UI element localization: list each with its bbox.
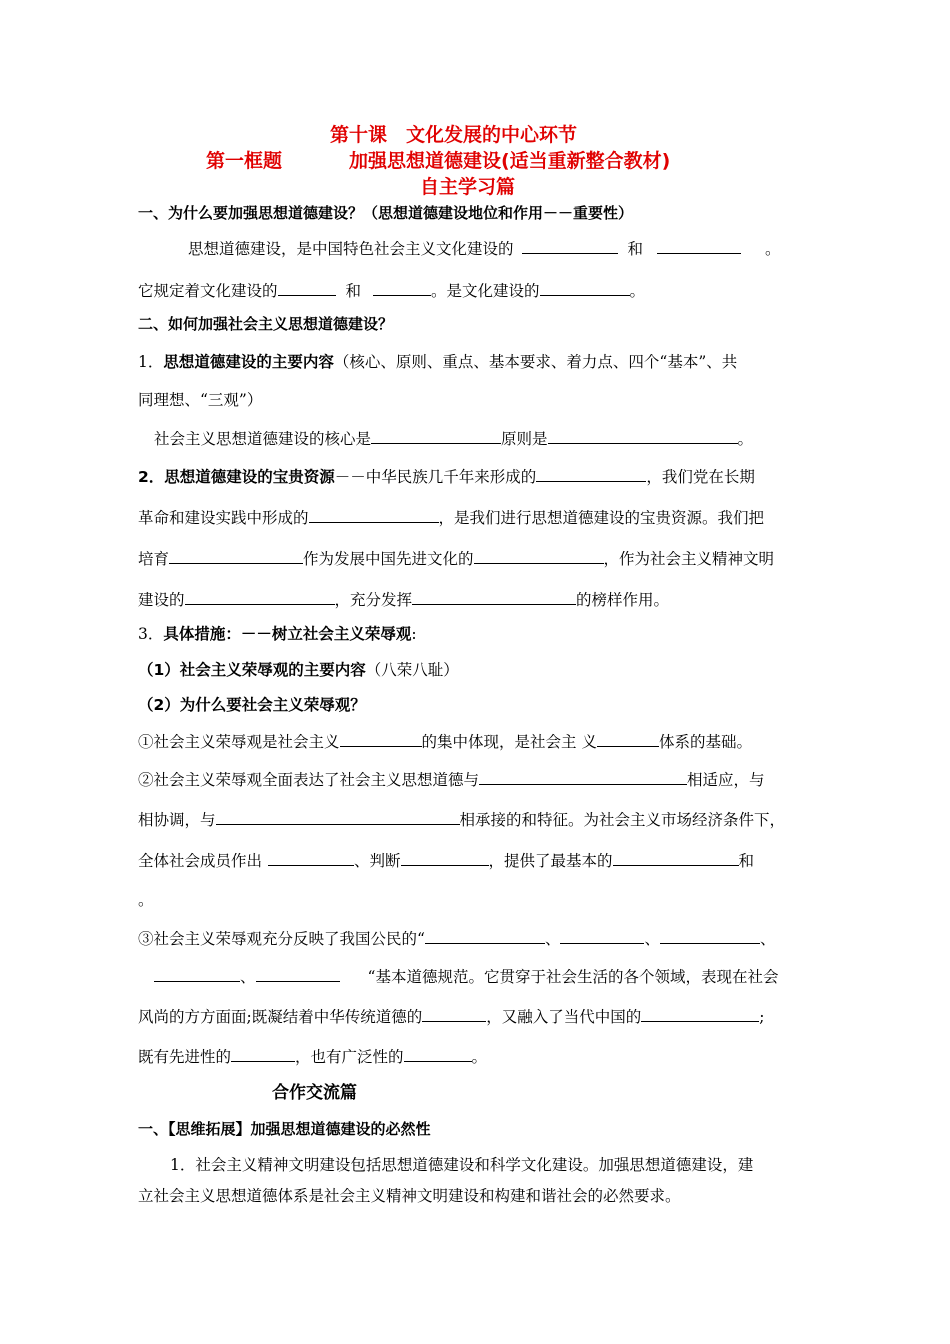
reason-1 <box>138 731 752 752</box>
answer-blank[interactable] <box>404 1046 472 1062</box>
item-1 <box>138 352 737 372</box>
text: 培育 <box>138 550 170 568</box>
core-line <box>154 428 753 449</box>
answer-blank[interactable] <box>597 731 659 747</box>
text: 、判断 <box>354 852 401 870</box>
section-3-heading: 一、【思维拓展】加强思想道德建设的必然性 <box>138 1120 431 1138</box>
text: 。是文化建设的 <box>431 282 540 300</box>
text: 它规定着文化建设的 <box>138 282 278 300</box>
answer-blank[interactable] <box>154 966 240 982</box>
sub-item-2: （2）为什么要社会主义荣辱观？ <box>138 696 366 714</box>
answer-blank[interactable] <box>560 928 644 944</box>
section-title: 加强思想道德建设(适当重新整合教材) <box>349 150 671 172</box>
text: ②社会主义荣辱观全面表达了社会主义思想道德与 <box>138 771 480 789</box>
answer-blank[interactable] <box>371 428 501 444</box>
text: 相适应，与 <box>687 771 765 789</box>
text: 的榜样作用。 <box>576 591 670 609</box>
text: 和 <box>627 240 644 258</box>
text: 体系的基础。 <box>658 733 752 751</box>
text: 的集中体现，是社会主 义 <box>421 733 597 751</box>
reason-3-line-4 <box>138 1046 487 1067</box>
text: 和 <box>738 852 755 870</box>
text: 。 <box>765 240 781 258</box>
answer-blank[interactable] <box>169 548 303 564</box>
answer-blank[interactable] <box>278 280 336 296</box>
item-3 <box>138 624 417 644</box>
text: 、 <box>544 930 561 948</box>
section-label: 第一框题 <box>206 150 283 172</box>
part-title: 自主学习篇 <box>420 176 516 198</box>
item-2-line-3 <box>138 548 774 569</box>
text: “基本道德规范。它贯穿于社会生活的各个领域，表现在社会 <box>367 968 779 986</box>
text: 相承接的和特征。为社会主义市场经济条件下， <box>459 811 786 829</box>
answer-blank[interactable] <box>548 428 738 444</box>
text: 、 <box>644 930 660 948</box>
answer-blank[interactable] <box>613 850 739 866</box>
text: ，我们党在长期 <box>646 468 755 486</box>
item-2-line-1 <box>138 466 755 487</box>
answer-blank[interactable] <box>479 769 687 785</box>
text: ，也有广泛性的 <box>295 1048 404 1066</box>
text: ，提供了最基本的 <box>488 852 613 870</box>
paragraph-1-line-1 <box>188 238 781 259</box>
item-1-cont: 同理想、“三观”） <box>138 391 263 409</box>
answer-blank[interactable] <box>373 280 431 296</box>
item-heading: 思想道德建设的主要内容 <box>163 353 334 371</box>
text: ，是我们进行思想道德建设的宝贵资源。我们把 <box>438 509 765 527</box>
reason-3-line-3 <box>138 1006 764 1027</box>
part-2-title: 合作交流篇 <box>272 1083 357 1103</box>
answer-blank[interactable] <box>309 507 439 523</box>
text: ，又融入了当代中国的 <box>486 1008 642 1026</box>
text: ; <box>759 1008 765 1026</box>
text: （核心、原则、重点、基本要求、着力点、四个“基本”、共 <box>333 353 738 371</box>
answer-blank[interactable] <box>185 589 335 605</box>
item-number: 3． <box>138 625 164 643</box>
answer-blank[interactable] <box>401 850 489 866</box>
text: 思想道德建设，是中国特色社会主义文化建设的 <box>188 240 514 258</box>
answer-blank[interactable] <box>412 589 576 605</box>
item-heading: 具体措施：－－树立社会主义荣辱观 <box>163 625 412 643</box>
paragraph-3-line-1: 1．社会主义精神文明建设包括思想道德建设和科学文化建设。加强思想道德建设，建 <box>170 1156 754 1174</box>
lesson-title: 第十课 文化发展的中心环节 <box>330 124 578 146</box>
text: 。 <box>737 430 754 448</box>
answer-blank[interactable] <box>422 1006 486 1022</box>
answer-blank[interactable] <box>540 280 630 296</box>
reason-2-line-1 <box>138 769 765 790</box>
section-1-heading: 一、为什么要加强思想道德建设？（思想道德建设地位和作用－－重要性） <box>138 204 634 222</box>
text: ，充分发挥 <box>334 591 413 609</box>
text: 、 <box>240 968 256 986</box>
paragraph-1-line-2 <box>138 280 645 301</box>
reason-3-line-1 <box>138 928 775 949</box>
answer-blank[interactable] <box>536 466 646 482</box>
answer-blank[interactable] <box>522 238 618 254</box>
text: 既有先进性的 <box>138 1048 232 1066</box>
text: 革命和建设实践中形成的 <box>138 509 309 527</box>
reason-2-line-3 <box>138 850 754 871</box>
text: 、 <box>759 930 776 948</box>
text: ，作为社会主义精神文明 <box>603 550 775 568</box>
item-heading: 2．思想道德建设的宝贵资源 <box>138 468 335 486</box>
reason-3-line-2 <box>154 966 778 987</box>
section-2-heading: 二、如何加强社会主义思想道德建设？ <box>138 315 394 333</box>
text: 。 <box>629 282 646 300</box>
text: 社会主义思想道德建设的核心是 <box>154 430 372 448</box>
sub-heading: （1）社会主义荣辱观的主要内容 <box>138 661 366 679</box>
text: 作为发展中国先进文化的 <box>303 550 474 568</box>
text: 相协调，与 <box>138 811 216 829</box>
text: ③社会主义荣辱观充分反映了我国公民的“ <box>138 930 425 948</box>
item-2-line-4 <box>138 589 669 610</box>
text: 和 <box>345 282 362 300</box>
item-2-line-2 <box>138 507 764 528</box>
answer-blank[interactable] <box>660 928 760 944</box>
paragraph-3-line-2: 立社会主义思想道德体系是社会主义精神文明建设和构建和谐社会的必然要求。 <box>138 1187 681 1205</box>
answer-blank[interactable] <box>216 809 460 825</box>
text: : <box>411 625 417 643</box>
answer-blank[interactable] <box>657 238 741 254</box>
text: ①社会主义荣辱观是社会主义 <box>138 733 340 751</box>
text: （八荣八耻） <box>365 661 459 679</box>
reason-2-line-4: 。 <box>138 891 154 909</box>
text: 建设的 <box>138 591 185 609</box>
answer-blank[interactable] <box>268 850 354 866</box>
text: 。 <box>471 1048 488 1066</box>
answer-blank[interactable] <box>231 1046 295 1062</box>
text: 风尚的方方面面;既凝结着中华传统道德的 <box>138 1008 423 1026</box>
item-number: 1． <box>138 353 164 371</box>
text: 原则是 <box>501 430 548 448</box>
answer-blank[interactable] <box>474 548 604 564</box>
sub-item-1 <box>138 660 459 680</box>
answer-blank[interactable] <box>340 731 422 747</box>
text: －－中华民族几千年来形成的 <box>334 468 537 486</box>
answer-blank[interactable] <box>641 1006 759 1022</box>
reason-2-line-2 <box>138 809 785 830</box>
answer-blank[interactable] <box>256 966 340 982</box>
answer-blank[interactable] <box>425 928 545 944</box>
text: 全体社会成员作出 <box>138 852 263 870</box>
